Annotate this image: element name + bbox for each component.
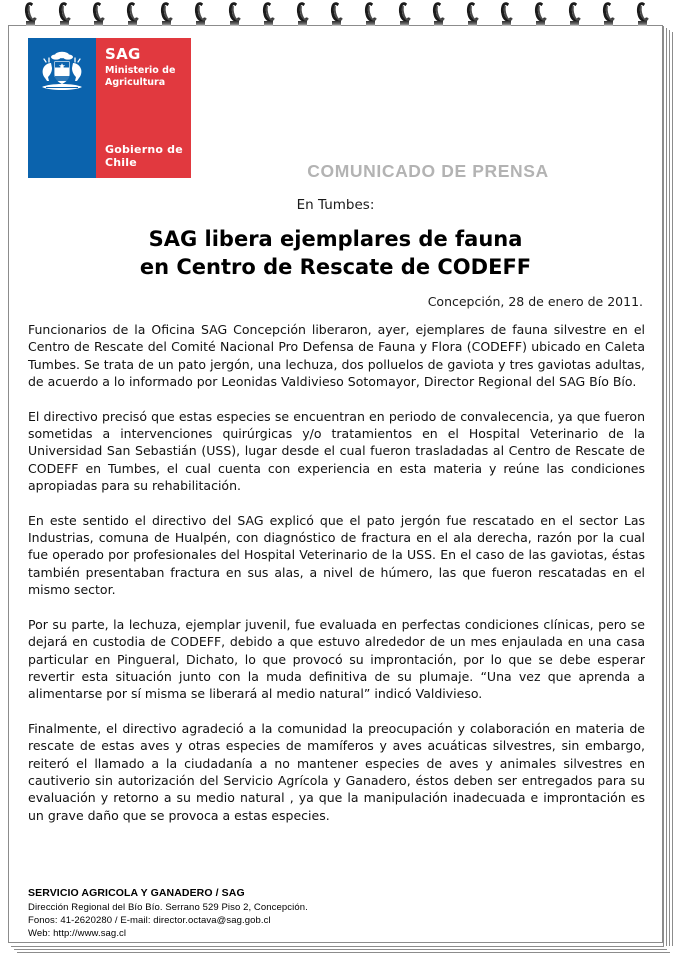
page-stack-edge — [672, 32, 673, 946]
document-content — [8, 25, 663, 943]
headline-line-1: SAG libera ejemplares de fauna — [148, 227, 523, 251]
footer-web: Web: http://www.sag.cl — [28, 928, 127, 939]
page-stack-edge — [666, 28, 667, 946]
body-paragraph: El directivo precisó que estas especies se encuentran en periodo de convalecencia, ya que fueron sometidas a intervenciones quirúrgicas y/o tratamientos en el Hospital Veterinario de la Universidad San Sebastián (USS), lugar desde el cual fueron trasladadas al Centro de Rescate de CODEFF en Tumbes, el cual cuenta con experiencia en esta materia y reúne las condiciones apropiadas para su rehabilitación. — [28, 408, 645, 494]
body-paragraph: Funcionarios de la Oficina SAG Concepción liberaron, ayer, ejemplares de fauna silvestre en el Centro de Rescate del Comité Nacional Pro Defensa de Fauna y Flora (CODEFF) ubicado en Caleta Tumbes. Se trata de un pato jergón, una lechuza, dos polluelos de gaviota y tres gaviotas adultas, de acuerdo a lo informado por Leonidas Valdivieso Sotomayor, Director Regional del SAG Bío Bío. — [28, 322, 645, 390]
page-stack-edge — [669, 30, 670, 946]
dateline: Concepción, 28 de enero de 2011. — [427, 294, 643, 309]
logo-red-panel — [96, 38, 191, 178]
document-footer — [28, 887, 628, 940]
body-paragraph: En este sentido el directivo del SAG explicó que el pato jergón fue rescatado en el sector Las Industrias, comuna de Hualpén, con diagnóstico de fractura en el ala derecha, razón por la cual fue operado por profesionales del Hospital Veterinario de la USS. En el caso de las gaviotas, éstas también presentaban fractura en sus alas, a nivel de húmero, las que fueron rescatadas en el mismo sector. — [28, 512, 645, 598]
footer-address: Dirección Regional del Bío Bío. Serrano 529 Piso 2, Concepción. — [28, 902, 308, 913]
page-stack-edge — [11, 946, 664, 947]
body-paragraph: Por su parte, la lechuza, ejemplar juvenil, fue evaluada en perfectas condiciones clínicas, pero se dejará en custodia de CODEFF, debido a que estuvo alrededor de un mes enjaulada en una casa particular en Pingueral, Dichato, lo que provocó su improntación, por lo que se debe esperar revertir esta situación junto con la muda definitiva de su plumaje. “Una vez que aprenda a alimentarse por sí misma se liberará al medio natural” indicó Valdivieso. — [28, 616, 645, 702]
kicker-line: En Tumbes: — [296, 197, 375, 213]
sag-government-logo — [28, 38, 191, 178]
footer-organization: SERVICIO AGRICOLA Y GANADERO / SAG — [28, 887, 245, 899]
headline-line-2: en Centro de Rescate de CODEFF — [139, 255, 532, 279]
page-stack-edge — [14, 949, 667, 950]
logo-government-label: Gobierno de Chile — [105, 143, 183, 169]
press-release-banner: COMUNICADO DE PRENSA — [307, 161, 549, 181]
logo-acronym: SAG — [105, 45, 141, 63]
body-text — [28, 321, 645, 824]
body-paragraph: Finalmente, el directivo agradeció a la comunidad la preocupación y colaboración en materia de rescate de estas aves y otras especies de mamíferos y aves acuáticas silvestres, sin embargo, reiteró el llamado a la ciudadanía a no mantener especies de aves y animales silvestres en cautiverio sin autorización del Servicio Agrícola y Ganadero, éstos deben ser entregados para su evaluación y retorno a su medio natural , ya que la manipulación inadecuada e improntación es un grave daño que se provoca a estas especies. — [28, 720, 645, 823]
footer-contact: Fonos: 41-2620280 / E-mail: director.octava@sag.gob.cl — [28, 915, 271, 926]
logo-ministry-line-1: Ministerio de — [105, 65, 176, 76]
logo-ministry-line-2: Agricultura — [105, 77, 166, 88]
chile-coat-of-arms-icon — [36, 50, 88, 96]
logo-blue-panel — [28, 38, 96, 178]
page-stack-edge — [663, 26, 664, 946]
page-title — [28, 225, 643, 281]
logo-ministry — [105, 65, 175, 89]
page-stack-edge — [17, 952, 670, 953]
